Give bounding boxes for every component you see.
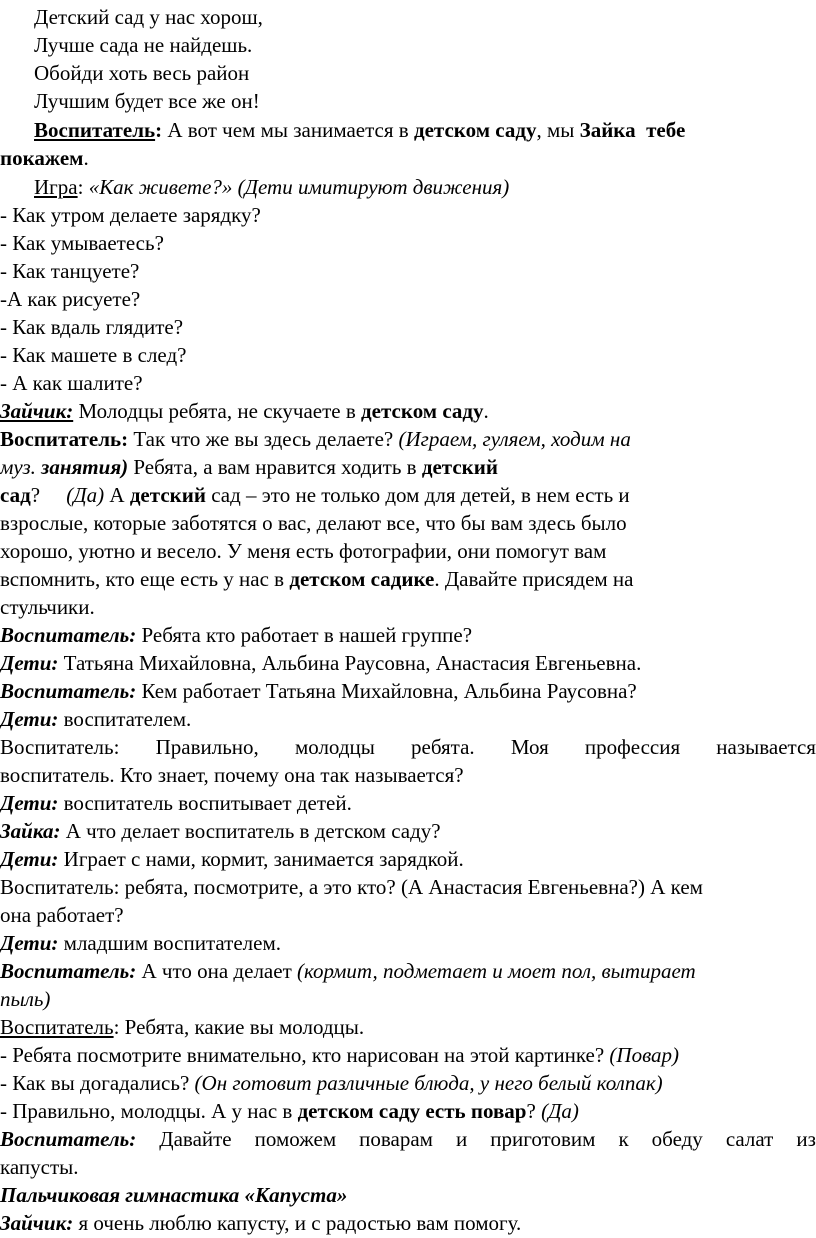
dialogue-line: капусты. <box>0 1155 79 1179</box>
dialogue-line: Дети: Татьяна Михайловна, Альбина Раусовна, Анастасия Евгеньевна. <box>0 651 642 675</box>
speaker-label: Воспитатель <box>34 118 156 142</box>
speaker-label: Зайчик: <box>0 1211 74 1235</box>
dialogue-line: Воспитатель: Кем работает Татьяна Михайловна, Альбина Раусовна? <box>0 679 637 703</box>
dialogue-line: пыль) <box>0 987 51 1011</box>
dialogue-line: хорошо, уютно и весело. У меня есть фотографии, они помогут вам <box>0 539 607 563</box>
dialogue-line: - Ребята посмотрите внимательно, кто нарисован на этой картинке? (Повар) <box>0 1043 680 1067</box>
dialogue-line: сад? (Да) А детский сад – это не только дом для детей, в нем есть и <box>0 483 630 507</box>
game-title: «Как живете?» (Дети имитируют движения) <box>88 175 510 199</box>
question-line: - Как вдаль глядите? <box>0 315 184 339</box>
dialogue-line: Зайка: А что делает воспитатель в детском саду? <box>0 819 441 843</box>
question-line: - Как утром делаете зарядку? <box>0 203 261 227</box>
dialogue-line: Дети: Играет с нами, кормит, занимается зарядкой. <box>0 847 464 871</box>
dialogue-line: воспитатель. Кто знает, почему она так называется? <box>0 763 464 787</box>
dialogue-line: Воспитатель: Ребята кто работает в нашей группе? <box>0 623 473 647</box>
question-line: - Как танцуете? <box>0 259 140 283</box>
dialogue-line: она работает? <box>0 903 124 927</box>
section-heading: Пальчиковая гимнастика «Капуста» <box>0 1183 348 1207</box>
speaker-label: Воспитатель: <box>0 959 137 983</box>
question-line: -А как рисуете? <box>0 287 141 311</box>
dialogue-line: взрослые, которые заботятся о вас, делают все, что бы вам здесь было <box>0 511 627 535</box>
dialogue-line: - Как вы догадались? (Он готовит различные блюда, у него белый колпак) <box>0 1071 663 1095</box>
justified-line: Воспитатель: Давайте поможем поварам и приготовим к обеду салат из <box>0 1127 816 1151</box>
speaker-label: Воспитатель: <box>0 1127 137 1151</box>
speaker-label: Дети: <box>0 707 59 731</box>
question-line: - Как машете в след? <box>0 343 187 367</box>
dialogue-line: - Правильно, молодцы. А у нас в детском саду есть повар? (Да) <box>0 1099 579 1123</box>
game-heading: Игра: «Как живете?» (Дети имитируют движения) <box>34 175 510 199</box>
speaker-label: Дети: <box>0 931 59 955</box>
dialogue-line: Дети: воспитателем. <box>0 707 192 731</box>
dialogue-line: Воспитатель: А что она делает (кормит, подметает и моет пол, вытирает <box>0 959 696 983</box>
speaker-label: Зайка: <box>0 819 61 843</box>
poem-line: Детский сад у нас хорош, <box>34 5 263 29</box>
game-label: Игра <box>34 175 78 199</box>
poem-line: Обойди хоть весь район <box>34 61 250 85</box>
justified-line: Воспитатель: Правильно, молодцы ребята. Моя профессия называется <box>0 735 816 759</box>
dialogue-line: муз. занятия) Ребята, а вам нравится ходить в детский <box>0 455 498 479</box>
dialogue-line: Зайчик: я очень люблю капусту, и с радостью вам помогу. <box>0 1211 522 1235</box>
dialogue-line: Воспитатель: Ребята, какие вы молодцы. <box>0 1015 365 1039</box>
speaker-label: Воспитатель: <box>0 679 137 703</box>
dialogue-line: Дети: младшим воспитателем. <box>0 931 282 955</box>
speaker-label: Дети: <box>0 791 59 815</box>
poem-line: Лучше сада не найдешь. <box>34 33 253 57</box>
speaker-label: Воспитатель: <box>0 623 137 647</box>
speaker-label: Зайчик: <box>0 399 74 423</box>
dialogue-line: стульчики. <box>0 595 95 619</box>
poem-line: Лучшим будет все же он! <box>34 89 260 113</box>
speaker-label: Дети: <box>0 847 59 871</box>
dialogue-line: Воспитатель: ребята, посмотрите, а это кто? (А Анастасия Евгеньевна?) А кем <box>0 875 703 899</box>
speaker-label: Дети: <box>0 651 59 675</box>
dialogue-line: Зайчик: Молодцы ребята, не скучаете в детском саду. <box>0 399 489 423</box>
intro-line-1: Воспитатель: А вот чем мы занимается в детском саду, мы Зайка тебе <box>34 118 686 142</box>
dialogue-line: вспомнить, кто еще есть у нас в детском садике. Давайте присядем на <box>0 567 634 591</box>
speaker-label: Воспитатель <box>0 1015 114 1039</box>
dialogue-line: Воспитатель: Так что же вы здесь делаете? (Играем, гуляем, ходим на <box>0 427 631 451</box>
intro-line-2: покажем. <box>0 146 89 170</box>
question-line: - А как шалите? <box>0 371 143 395</box>
question-line: - Как умываетесь? <box>0 231 164 255</box>
speaker-label: Воспитатель: <box>0 427 129 451</box>
dialogue-line: Дети: воспитатель воспитывает детей. <box>0 791 352 815</box>
